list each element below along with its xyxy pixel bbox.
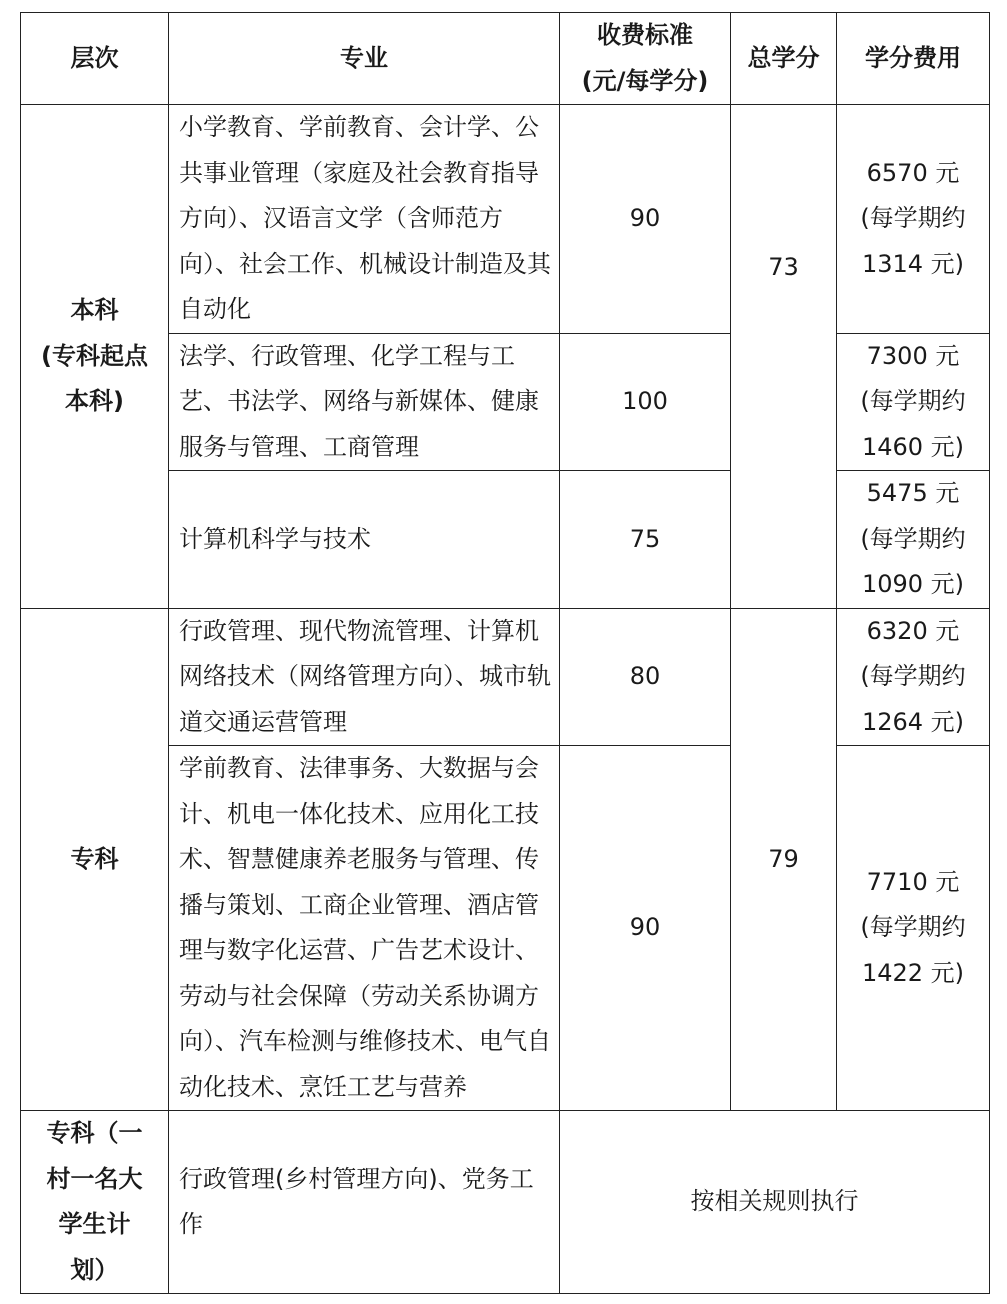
fee-note-cell: 按相关规则执行 (560, 1111, 990, 1294)
total-credits-cell: 73 (731, 105, 837, 609)
header-fee-standard-line2: (元/每学分) (581, 66, 709, 95)
credit-fee-total: 7710 元 (866, 867, 960, 896)
credit-fee-total: 6570 元 (866, 158, 960, 187)
credit-fee-cell (837, 333, 990, 471)
credit-fee-cell (837, 608, 990, 746)
header-fee-standard (560, 13, 731, 105)
major-cell: 计算机科学与技术 (169, 471, 560, 609)
level-cell-undergrad: 本科 (专科起点 本科) (21, 105, 169, 609)
credit-fee-semester: (每学期约 1460 元) (860, 387, 966, 461)
credit-fee-semester: (每学期约 1090 元) (860, 524, 966, 598)
fee-standard-cell: 100 (560, 333, 731, 471)
credit-fee-cell (837, 105, 990, 334)
credit-fee-semester: (每学期约 1264 元) (860, 662, 966, 736)
credit-fee-semester: (每学期约 1314 元) (860, 204, 966, 278)
tuition-fee-table (20, 12, 990, 1294)
header-level: 层次 (21, 13, 169, 105)
header-row (21, 13, 990, 105)
table-row (21, 608, 990, 746)
credit-fee-semester: (每学期约 1422 元) (860, 913, 966, 987)
fee-standard-cell: 90 (560, 105, 731, 334)
major-cell: 行政管理(乡村管理方向)、党务工作 (169, 1111, 560, 1294)
fee-standard-cell: 80 (560, 608, 731, 746)
fee-standard-cell: 75 (560, 471, 731, 609)
level-cell-junior-college: 专科 (21, 608, 169, 1111)
credit-fee-total: 6320 元 (866, 616, 960, 645)
total-credits-cell: 79 (731, 608, 837, 1111)
header-total-credits: 总学分 (731, 13, 837, 105)
header-fee-standard-line1: 收费标准 (597, 21, 693, 49)
credit-fee-total: 5475 元 (866, 479, 960, 507)
credit-fee-cell (837, 746, 990, 1111)
header-credit-fee: 学分费用 (837, 13, 990, 105)
table-row (21, 105, 990, 334)
level-cell-village-program: 专科（一 村一名大 学生计 划） (21, 1111, 169, 1294)
major-cell: 学前教育、法律事务、大数据与会计、机电一体化技术、应用化工技术、智慧健康养老服务与管理、传播与策划、工商企业管理、酒店管理与数字化运营、广告艺术设计、劳动与社会保障（劳动关系协调方向）、汽车检测与维修技术、电气自动化技术、烹饪工艺与营养 (169, 746, 560, 1111)
major-cell: 行政管理、现代物流管理、计算机网络技术（网络管理方向）、城市轨道交通运营管理 (169, 608, 560, 746)
major-cell: 法学、行政管理、化学工程与工艺、书法学、网络与新媒体、健康服务与管理、工商管理 (169, 333, 560, 471)
major-cell: 小学教育、学前教育、会计学、公共事业管理（家庭及社会教育指导方向）、汉语言文学（含师范方向）、社会工作、机械设计制造及其自动化 (169, 105, 560, 334)
credit-fee-total: 7300 元 (866, 341, 960, 370)
header-major: 专业 (169, 13, 560, 105)
fee-standard-cell: 90 (560, 746, 731, 1111)
table-row (21, 1111, 990, 1294)
credit-fee-cell (837, 471, 990, 609)
